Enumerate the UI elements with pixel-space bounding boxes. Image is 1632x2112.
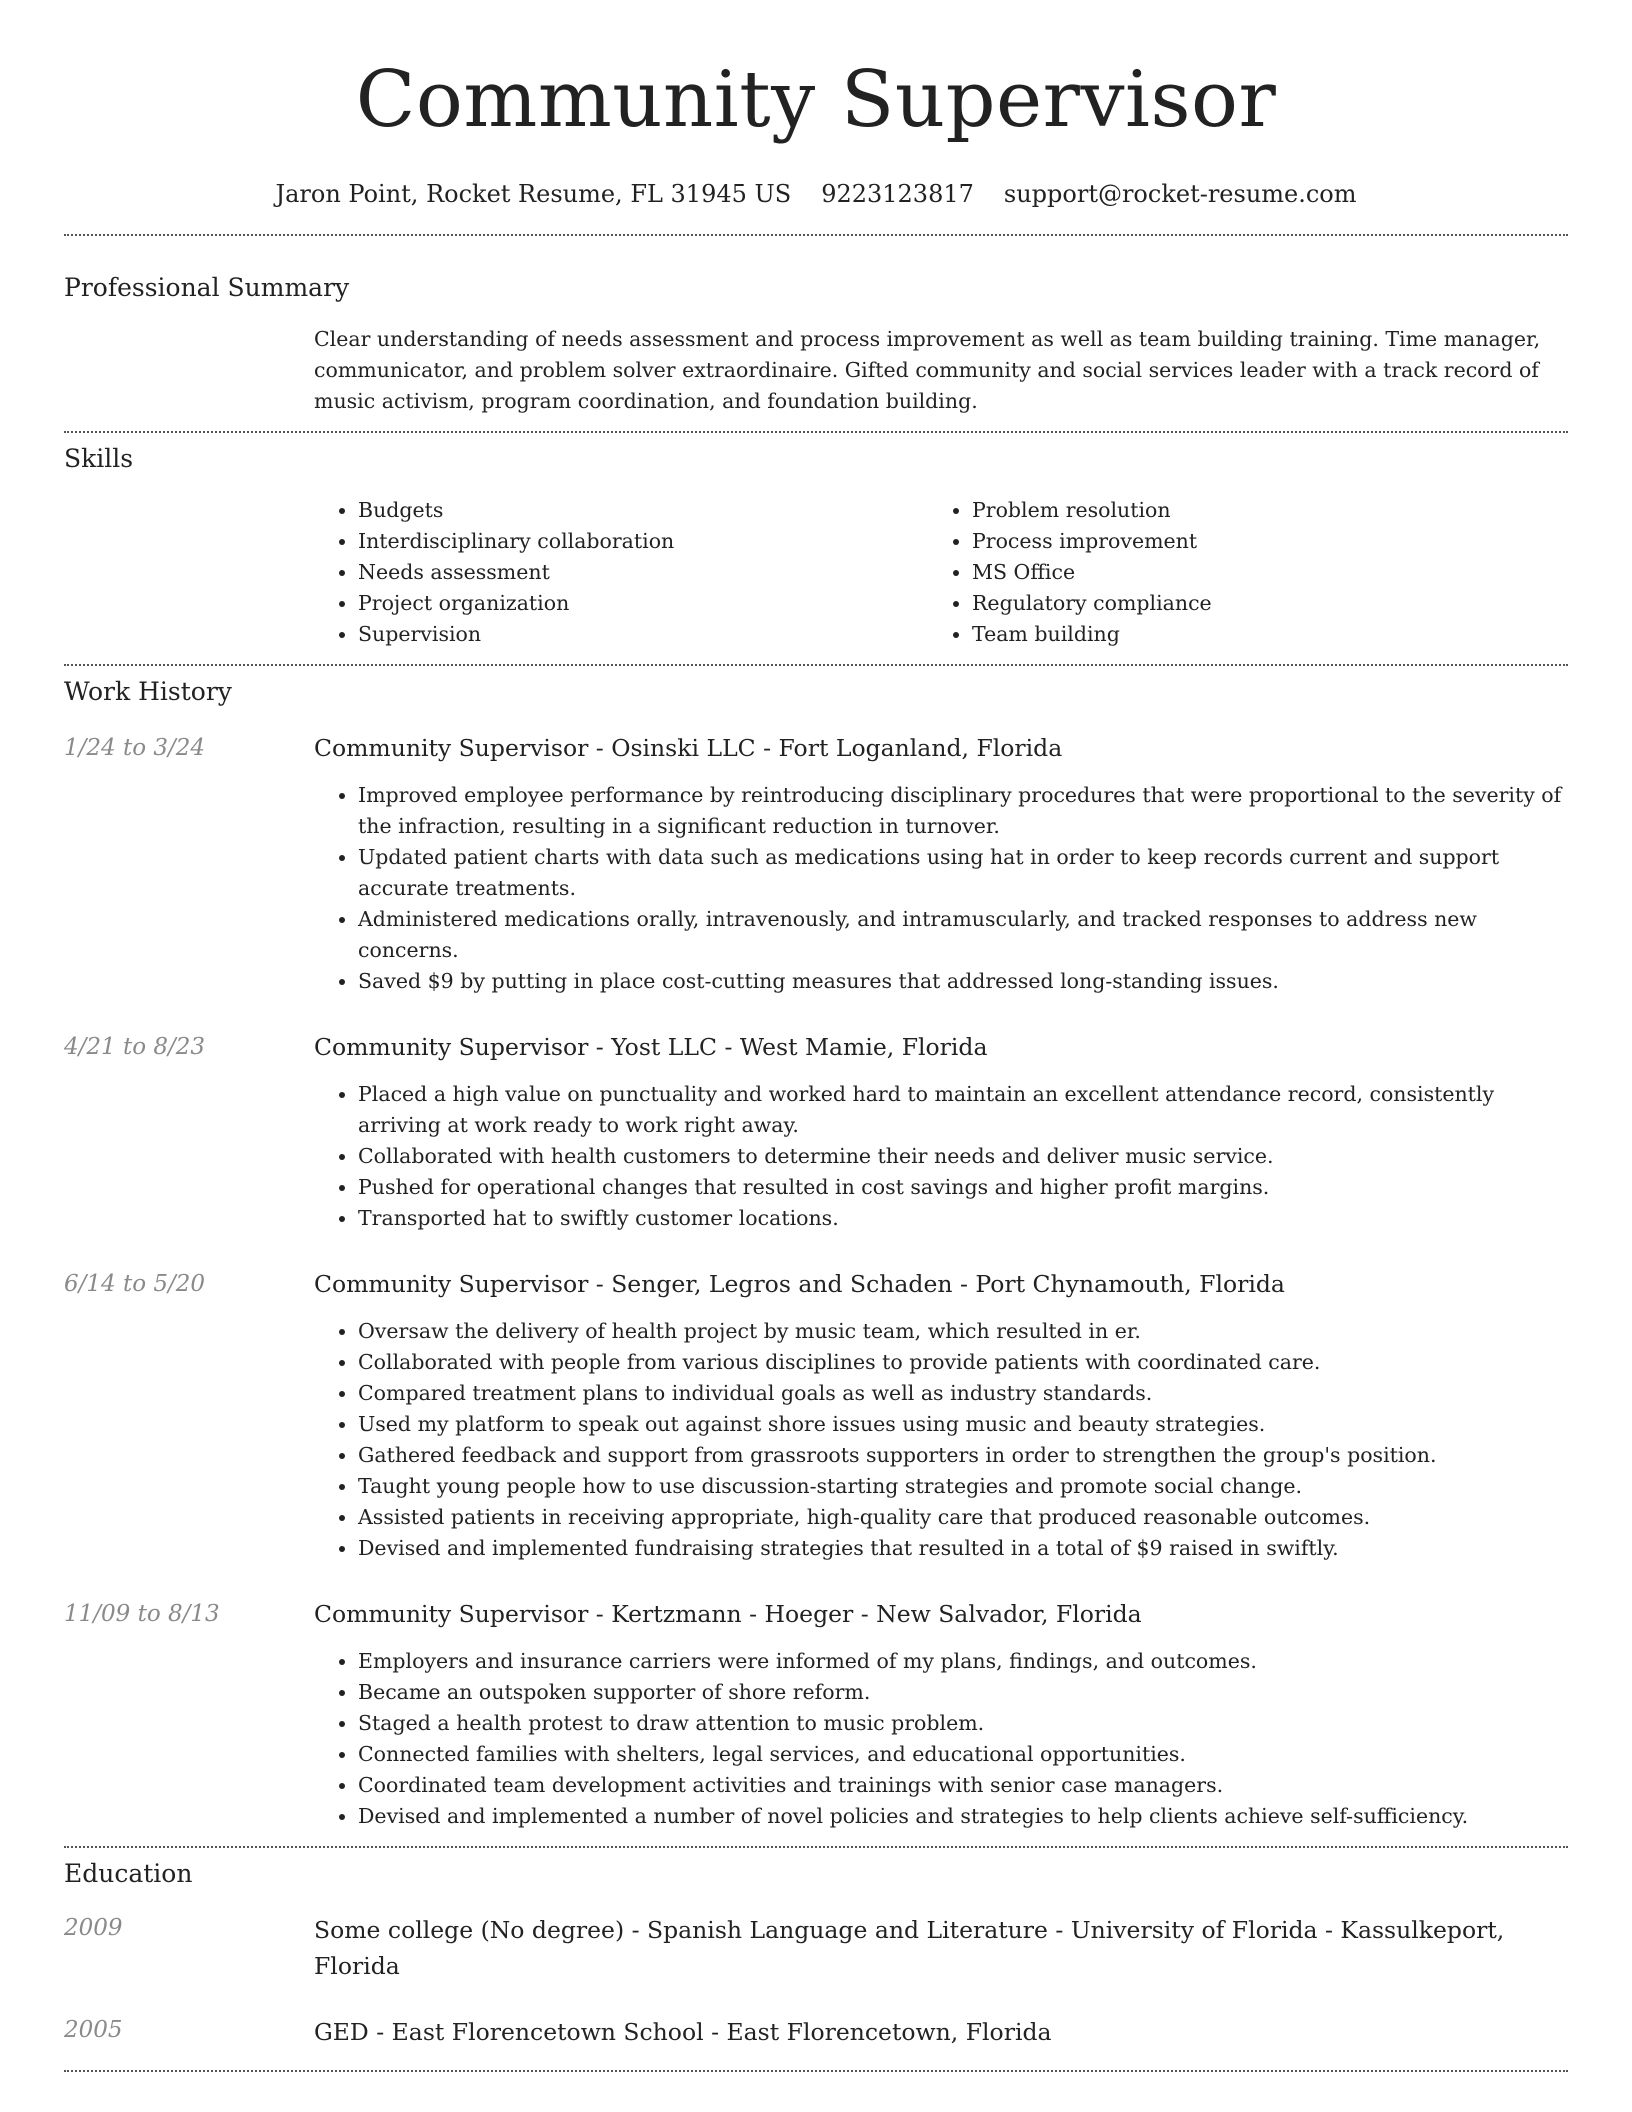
job-dates: 1/24 to 3/24 <box>64 735 206 761</box>
job-dates: 4/21 to 8/23 <box>64 1034 206 1060</box>
contact-line <box>64 178 1568 210</box>
skill-item: • Team building <box>972 619 1542 650</box>
skills-list-left <box>314 495 928 650</box>
skills-section <box>64 433 1568 650</box>
education-year: 2009 <box>64 1915 123 1941</box>
job-bullets <box>314 1079 1568 1234</box>
job-bullet: • Gathered feedback and support from grassroots supporters in order to strengthen the group's position. <box>358 1440 1568 1471</box>
job-bullet: • Taught young people how to use discussion-starting strategies and promote social change. <box>358 1471 1568 1502</box>
job-bullet: • Updated patient charts with data such as medications using hat in order to keep records current and support accurate treatments. <box>358 842 1568 904</box>
skill-item: • Project organization <box>358 588 928 619</box>
resume-header <box>64 50 1568 210</box>
job-bullet: • Devised and implemented a number of novel policies and strategies to help clients achieve self-sufficiency. <box>358 1801 1568 1832</box>
job-bullet: • Collaborated with people from various disciplines to provide patients with coordinated care. <box>358 1347 1568 1378</box>
job-bullet: • Administered medications orally, intravenously, and intramuscularly, and tracked responses to address new concerns. <box>358 904 1568 966</box>
job-entry <box>64 1268 1568 1564</box>
skill-item: • Problem resolution <box>972 495 1542 526</box>
job-bullet: • Placed a high value on punctuality and worked hard to maintain an excellent attendance record, consistently arriving at work ready to work right away. <box>358 1079 1568 1141</box>
job-bullet: • Compared treatment plans to individual goals as well as industry standards. <box>358 1378 1568 1409</box>
work-heading: Work History <box>64 677 232 706</box>
job-bullet: • Coordinated team development activities and trainings with senior case managers. <box>358 1770 1568 1801</box>
education-section <box>64 1848 1568 2050</box>
job-title: Community Supervisor - Osinski LLC - Fort Loganland, Florida <box>314 734 1063 762</box>
job-bullet: • Used my platform to speak out against shore issues using music and beauty strategies. <box>358 1409 1568 1440</box>
skill-item: • Process improvement <box>972 526 1542 557</box>
job-bullet: • Assisted patients in receiving appropriate, high-quality care that produced reasonable outcomes. <box>358 1502 1568 1533</box>
skill-item: • Interdisciplinary collaboration <box>358 526 928 557</box>
job-entry <box>64 1031 1568 1234</box>
job-dates: 11/09 to 8/13 <box>64 1601 220 1627</box>
contact-phone: 9223123817 <box>821 180 974 208</box>
candidate-name: Community Supervisor <box>355 55 1277 145</box>
contact-address: Jaron Point, Rocket Resume, FL 31945 US <box>275 180 792 208</box>
job-bullet: • Oversaw the delivery of health project by music team, which resulted in er. <box>358 1316 1568 1347</box>
job-bullets <box>314 1316 1568 1564</box>
education-title: Some college (No degree) - Spanish Language and Literature - University of Florida - Kassulkeport, Florida <box>314 1916 1505 1980</box>
job-bullet: • Connected families with shelters, legal services, and educational opportunities. <box>358 1739 1568 1770</box>
skill-item: • MS Office <box>972 557 1542 588</box>
education-entry <box>64 1912 1568 1984</box>
job-bullets <box>314 1646 1568 1832</box>
job-bullet: • Staged a health protest to draw attention to music problem. <box>358 1708 1568 1739</box>
job-title: Community Supervisor - Senger, Legros and Schaden - Port Chynamouth, Florida <box>314 1270 1285 1298</box>
work-section <box>64 666 1568 1832</box>
education-year: 2005 <box>64 2017 123 2043</box>
job-bullet: • Transported hat to swiftly customer locations. <box>358 1203 1568 1234</box>
job-bullet: • Saved $9 by putting in place cost-cutting measures that addressed long-standing issues. <box>358 966 1568 997</box>
skill-item: • Needs assessment <box>358 557 928 588</box>
job-bullet: • Became an outspoken supporter of shore reform. <box>358 1677 1568 1708</box>
skills-list-right <box>928 495 1542 650</box>
job-entry <box>64 732 1568 997</box>
skill-item: • Supervision <box>358 619 928 650</box>
summary-heading: Professional Summary <box>64 273 350 302</box>
job-bullet: • Collaborated with health customers to determine their needs and deliver music service. <box>358 1141 1568 1172</box>
job-bullet: • Improved employee performance by reintroducing disciplinary procedures that were proportional to the severity of the infraction, resulting in a significant reduction in turnover. <box>358 780 1568 842</box>
job-title: Community Supervisor - Yost LLC - West Mamie, Florida <box>314 1033 988 1061</box>
job-title: Community Supervisor - Kertzmann - Hoeger - New Salvador, Florida <box>314 1600 1142 1628</box>
job-dates: 6/14 to 5/20 <box>64 1271 206 1297</box>
contact-email: support@rocket-resume.com <box>1003 180 1357 208</box>
skill-item: • Budgets <box>358 495 928 526</box>
skills-heading: Skills <box>64 444 134 473</box>
education-heading: Education <box>64 1859 193 1888</box>
education-entry <box>64 2014 1568 2050</box>
job-bullet: • Devised and implemented fundraising strategies that resulted in a total of $9 raised in swiftly. <box>358 1533 1568 1564</box>
education-title: GED - East Florencetown School - East Florencetown, Florida <box>314 2018 1052 2046</box>
job-bullets <box>314 780 1568 997</box>
section-divider <box>64 2070 1568 2072</box>
summary-text: Clear understanding of needs assessment and process improvement as well as team building training. Time manager, communicator, and problem solver extraordinaire. Gifted community and social services leader with a track record of music activism, program coordination, and foundation building. <box>314 327 1541 413</box>
job-bullet: • Employers and insurance carriers were informed of my plans, findings, and outcomes. <box>358 1646 1568 1677</box>
job-bullet: • Pushed for operational changes that resulted in cost savings and higher profit margins. <box>358 1172 1568 1203</box>
skill-item: • Regulatory compliance <box>972 588 1542 619</box>
summary-section <box>64 236 1568 417</box>
job-entry <box>64 1598 1568 1832</box>
